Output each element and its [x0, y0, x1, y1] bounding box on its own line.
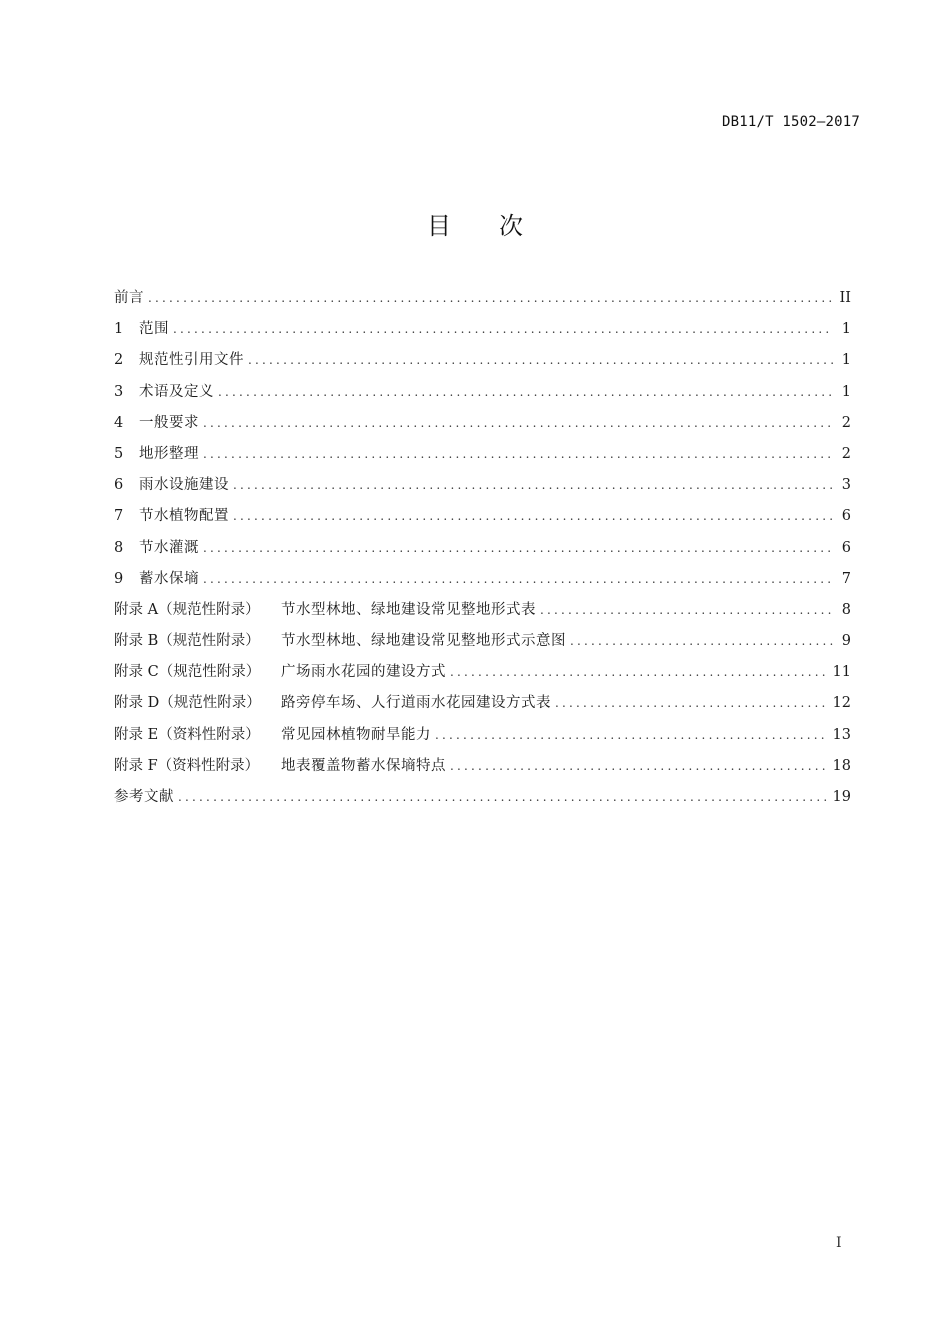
toc-entry-page: 1: [841, 352, 851, 369]
toc-leader-dots: [203, 567, 833, 591]
toc-entry-2[interactable]: [114, 348, 851, 379]
toc-entry-page: 8: [841, 601, 851, 618]
toc-entry-1[interactable]: [114, 317, 851, 348]
toc-entry-label: 广场雨水花园的建设方式: [281, 664, 446, 681]
toc-entry-label: 节水植物配置: [139, 508, 229, 525]
toc-entry-6[interactable]: [114, 473, 851, 504]
toc-leader-dots: [148, 286, 833, 310]
toc-entry-label: 常见园林植物耐旱能力: [281, 726, 431, 743]
toc-appendix-prefix: 附录 D（规范性附录）: [114, 695, 261, 712]
toc-leader-dots: [203, 536, 833, 560]
toc-leader-dots: [450, 660, 827, 684]
toc-entry-label: 参考文献: [114, 789, 174, 805]
toc-leader-dots: [540, 598, 833, 622]
toc-leader-dots: [233, 504, 833, 528]
toc-leader-dots: [233, 473, 833, 497]
toc-entry-4[interactable]: [114, 411, 851, 442]
toc-entry-number: 3: [114, 383, 124, 400]
toc-entry-number: 4: [114, 414, 124, 431]
toc-entry-appendix-f[interactable]: [114, 754, 851, 785]
toc-entry-foreword[interactable]: [114, 286, 851, 317]
toc-leader-dots: [218, 380, 833, 404]
toc-leader-dots: [173, 317, 833, 341]
table-of-contents: [114, 286, 851, 816]
toc-entry-page: 2: [841, 414, 851, 431]
toc-entry-appendix-e[interactable]: [114, 723, 851, 754]
toc-entry-page: 11: [832, 664, 851, 681]
toc-appendix-prefix: 附录 C（规范性附录）: [114, 664, 261, 681]
title-char-1: 目: [427, 212, 451, 240]
toc-entry-5[interactable]: [114, 442, 851, 473]
toc-leader-dots: [203, 411, 833, 435]
toc-entry-label: 雨水设施建设: [139, 477, 229, 494]
toc-entry-label: 前言: [114, 290, 144, 306]
toc-entry-page: 6: [841, 508, 851, 525]
toc-entry-appendix-a[interactable]: [114, 598, 851, 629]
toc-entry-page: 13: [832, 726, 851, 743]
toc-entry-appendix-c[interactable]: [114, 660, 851, 691]
toc-entry-page: 19: [832, 789, 851, 805]
toc-entry-label: 路旁停车场、人行道雨水花园建设方式表: [281, 695, 551, 712]
toc-entry-3[interactable]: [114, 380, 851, 411]
toc-leader-dots: [450, 754, 827, 778]
toc-leader-dots: [203, 442, 833, 466]
toc-entry-label: 节水灌溉: [139, 539, 199, 556]
toc-entry-number: 9: [114, 570, 124, 587]
toc-entry-page: 7: [841, 570, 851, 587]
toc-entry-label: 范围: [139, 321, 169, 338]
toc-entry-number: 5: [114, 445, 124, 462]
toc-entry-label: 节水型林地、绿地建设常见整地形式表: [281, 601, 536, 618]
toc-appendix-prefix: 附录 F（资料性附录）: [114, 757, 260, 774]
toc-entry-label: 术语及定义: [139, 383, 214, 400]
toc-entry-label: 地表覆盖物蓄水保墒特点: [281, 757, 446, 774]
toc-entry-appendix-d[interactable]: [114, 691, 851, 722]
toc-entry-page: 6: [841, 539, 851, 556]
page-title: [0, 206, 950, 241]
toc-entry-number: 7: [114, 508, 124, 525]
toc-entry-page: 18: [832, 757, 851, 774]
toc-entry-number: 8: [114, 539, 124, 556]
toc-entry-9[interactable]: [114, 567, 851, 598]
toc-appendix-prefix: 附录 A（规范性附录）: [114, 601, 260, 618]
toc-leader-dots: [555, 691, 827, 715]
toc-entry-number: 1: [114, 321, 124, 338]
toc-entry-8[interactable]: [114, 536, 851, 567]
toc-leader-dots: [248, 348, 833, 372]
toc-entry-label: 节水型林地、绿地建设常见整地形式示意图: [281, 633, 566, 650]
document-code: DB11/T 1502—2017: [721, 114, 860, 130]
toc-entry-page: 1: [841, 321, 851, 338]
toc-entry-label: 蓄水保墒: [139, 570, 199, 587]
page-number: I: [836, 1235, 842, 1251]
toc-entry-7[interactable]: [114, 504, 851, 535]
toc-entry-page: 12: [832, 695, 851, 712]
toc-leader-dots: [178, 785, 827, 809]
toc-entry-appendix-b[interactable]: [114, 629, 851, 660]
toc-entry-label: 一般要求: [139, 414, 199, 431]
toc-entry-page: 9: [841, 633, 851, 650]
toc-entry-page: 1: [841, 383, 851, 400]
toc-appendix-prefix: 附录 B（规范性附录）: [114, 633, 260, 650]
toc-entry-page: II: [839, 290, 851, 306]
toc-entry-label: 地形整理: [139, 445, 199, 462]
toc-entry-number: 6: [114, 477, 124, 494]
toc-entry-number: 2: [114, 352, 124, 369]
toc-entry-page: 3: [841, 477, 851, 494]
toc-appendix-prefix: 附录 E（资料性附录）: [114, 726, 260, 743]
title-char-2: 次: [499, 212, 523, 240]
toc-entry-label: 规范性引用文件: [139, 352, 244, 369]
toc-leader-dots: [570, 629, 833, 653]
toc-leader-dots: [435, 723, 827, 747]
toc-entry-references[interactable]: [114, 785, 851, 816]
toc-entry-page: 2: [841, 445, 851, 462]
